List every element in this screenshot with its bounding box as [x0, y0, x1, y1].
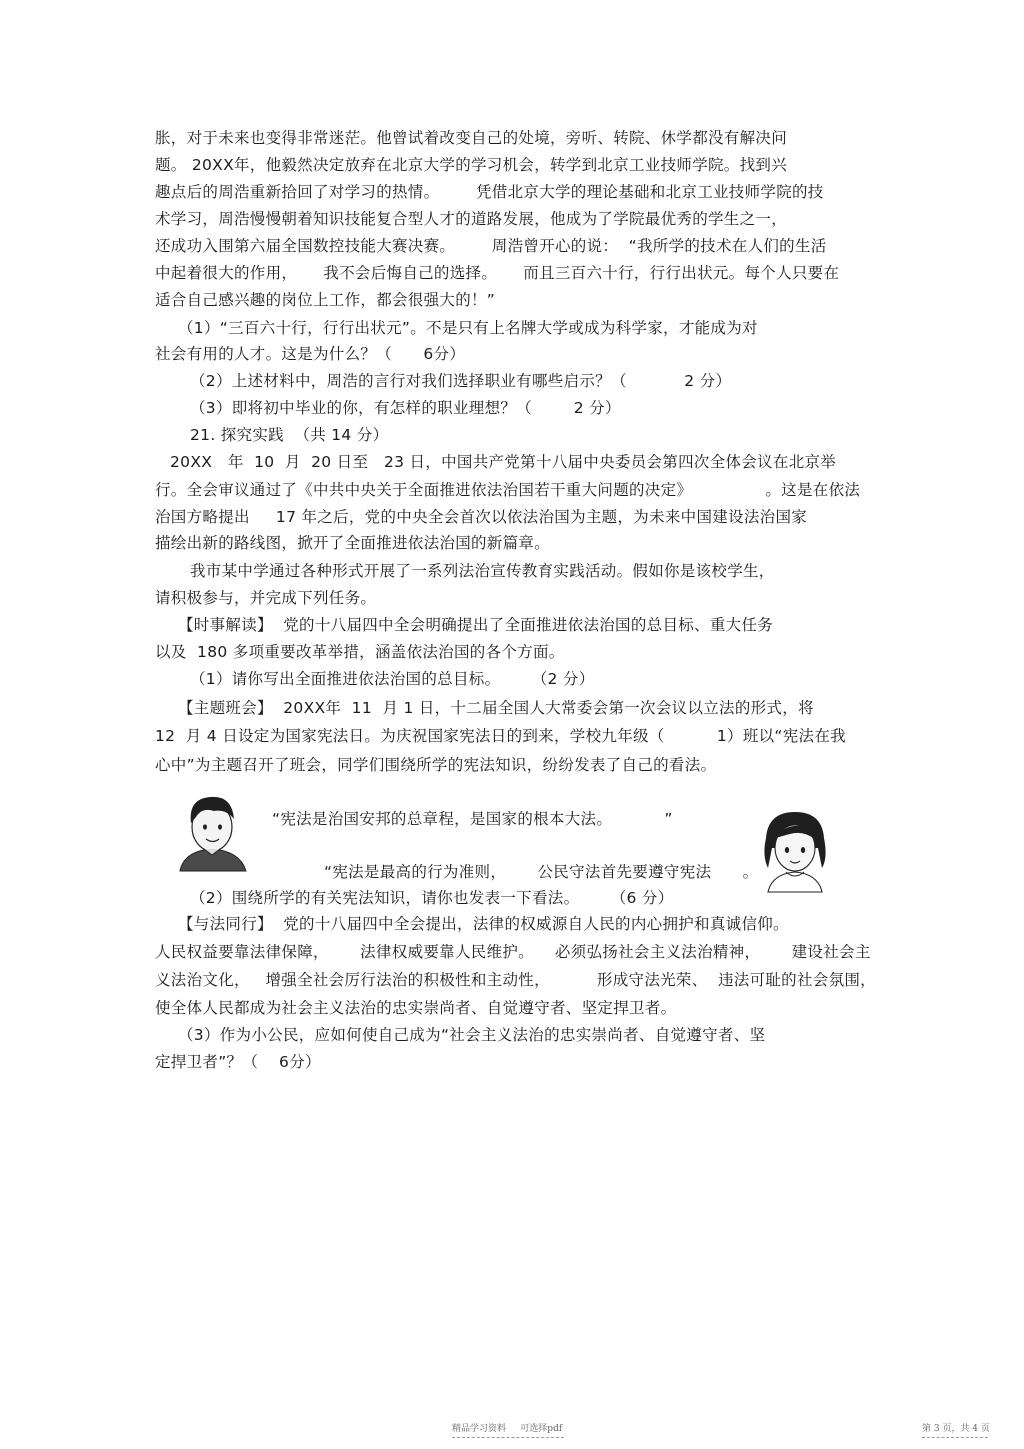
- question-line: （2）上述材料中，周浩的言行对我们选择职业有哪些启示？（ 2 分）: [190, 372, 732, 390]
- question-line: （1）请你写出全面推进依法治国的总目标。 （2 分）: [190, 670, 595, 688]
- question-line: （3）作为小公民，应如何使自己成为“社会主义法治的忠实崇尚者、自觉遵守者、坚: [178, 1026, 766, 1044]
- text-line: 请积极参与，并完成下列任务。: [155, 589, 377, 607]
- text-line: 行。全会审议通过了《中共中央关于全面推进依法治国若干重大问题的决定》 。这是在依法: [155, 481, 861, 499]
- section-heading: 21. 探究实践 （共 14 分）: [190, 426, 389, 444]
- text-line: 心中”为主题召开了班会，同学们围绕所学的宪法知识，纷纷发表了自己的看法。: [155, 756, 717, 774]
- question-line: （1）“三百六十行，行行出状元”。不是只有上名牌大学或成为科学家，才能成为对: [178, 319, 758, 337]
- text-line: 【与法同行】 党的十八届四中全会提出，法律的权威源自人民的内心拥护和真诚信仰。: [178, 915, 789, 933]
- question-line: （2）围绕所学的有关宪法知识，请你也发表一下看法。 （6 分）: [190, 889, 674, 907]
- text-line: 描绘出新的路线图，掀开了全面推进依法治国的新篇章。: [155, 534, 551, 552]
- text-line: 我市某中学通过各种形式开展了一系列法治宣传教育实践活动。假如你是该校学生，: [190, 562, 775, 580]
- speech-quote-boy: “宪法是治国安邦的总章程，是国家的根本大法。 ”: [272, 810, 673, 828]
- speech-quote-girl: “宪法是最高的行为准则， 公民守法首先要遵守宪法 。: [324, 863, 759, 881]
- text-line: 12 月 4 日设定为国家宪法日。为庆祝国家宪法日的到来，学校九年级（ 1）班以“宪法在我: [155, 727, 846, 745]
- question-line: （3）即将初中毕业的你，有怎样的职业理想？（ 2 分）: [190, 399, 621, 417]
- text-line: 使全体人民都成为社会主义法治的忠实崇尚者、自觉遵守者、坚定捍卫者。: [155, 999, 677, 1017]
- text-line: 中起着很大的作用， 我不会后悔自己的选择。 而且三百六十行，行行出状元。每个人只要在: [155, 264, 840, 282]
- text-line: 还成功入围第六届全国数控技能大赛决赛。 周浩曾开心的说： “我所学的技术在人们的生活: [155, 237, 827, 255]
- text-line: 义法治文化， 增强全社会厉行法治的积极性和主动性， 形成守法光荣、 违法可耻的社会氛围，: [155, 971, 876, 989]
- text-line: 题。 20XX年，他毅然决定放弃在北京大学的学习机会，转学到北京工业技师学院。找到兴: [155, 156, 787, 174]
- footer-divider: [922, 1437, 988, 1438]
- text-line: 趣点后的周浩重新拾回了对学习的热情。 凭借北京大学的理论基础和北京工业技师学院的技: [155, 183, 824, 201]
- text-line: 治国方略提出 17 年之后，党的中央全会首次以依法治国为主题，为未来中国建设法治国家: [155, 508, 808, 526]
- footer-left: 精品学习资料 可选择pdf: [452, 1424, 563, 1434]
- text-line: 术学习，周浩慢慢朝着知识技能复合型人才的道路发展，他成为了学院最优秀的学生之一，: [155, 210, 788, 228]
- text-line: 【时事解读】 党的十八届四中全会明确提出了全面推进依法治国的总目标、重大任务: [178, 616, 774, 634]
- boy-illustration: [166, 785, 258, 879]
- text-line: 以及 180 多项重要改革举措，涵盖依法治国的各个方面。: [155, 643, 565, 661]
- text-line: 【主题班会】 20XX年 11 月 1 日，十二届全国人大常委会第一次会议以立法的形式，将: [178, 699, 814, 717]
- text-line: 20XX 年 10 月 20 日至 23 日，中国共产党第十八届中央委员会第四次全体会议在北京举: [170, 453, 837, 471]
- question-line: 社会有用的人才。这是为什么？（ 6分）: [155, 345, 466, 363]
- text-line: 适合自己感兴趣的岗位上工作，都会很强大的！”: [155, 291, 496, 309]
- girl-illustration: [752, 808, 838, 900]
- footer-divider: [452, 1437, 564, 1438]
- question-line: 定捍卫者”？（ 6分）: [155, 1053, 321, 1071]
- text-line: 人民权益要靠法律保障， 法律权威要靠人民维护。 必须弘扬社会主义法治精神， 建设社会主: [155, 943, 871, 961]
- text-line: 胀，对于未来也变得非常迷茫。他曾试着改变自己的处境，旁听、转院、休学都没有解决问: [155, 129, 788, 147]
- page-number: 第 3 页，共 4 页: [922, 1424, 990, 1434]
